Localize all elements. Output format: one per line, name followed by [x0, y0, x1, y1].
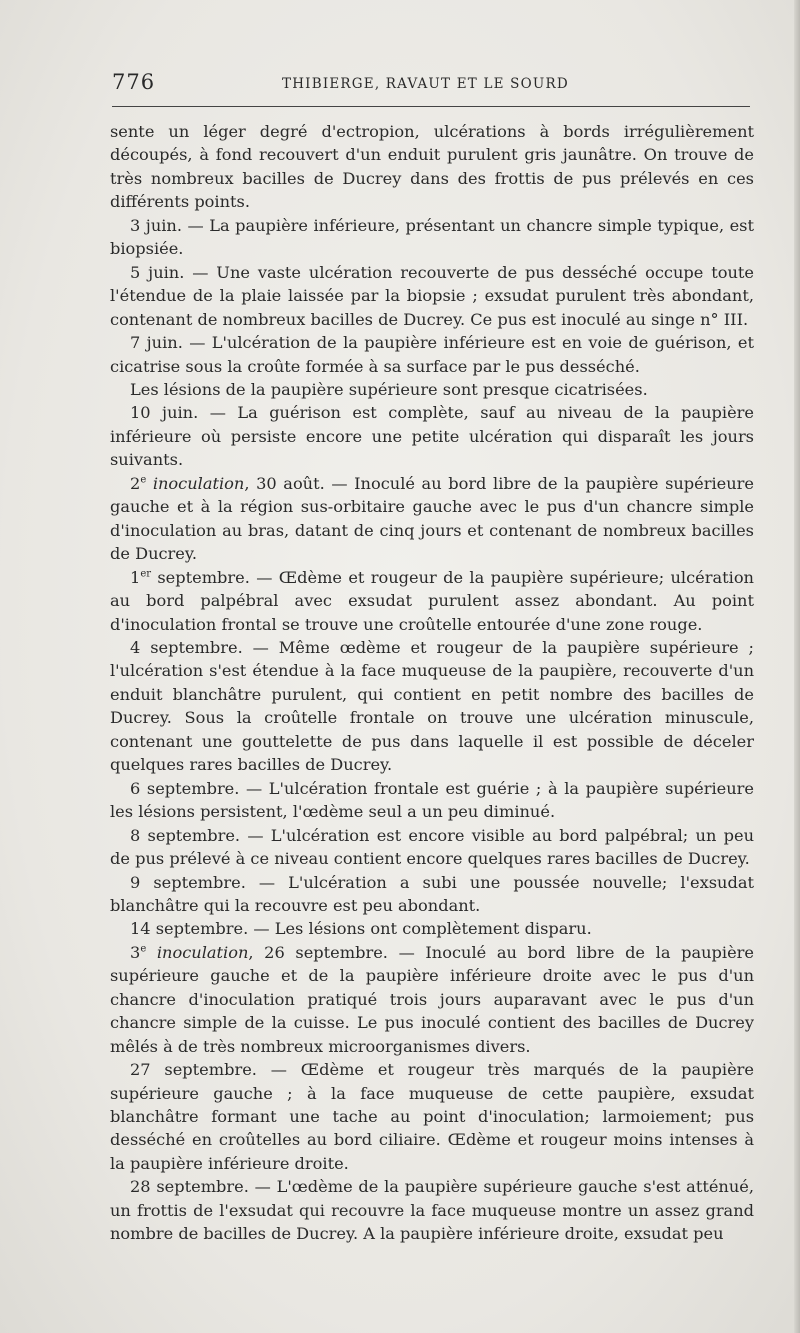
paragraph: 9 septembre. — L'ulcération a subi une poussée nouvelle; l'exsudat blanchâtre qui la recouvre est peu abondant. [110, 872, 754, 915]
running-title: THIBIERGE, RAVAUT ET LE SOURD [282, 76, 569, 92]
paragraph: 5 juin. — Une vaste ulcération recouverte de pus desséché occupe toute l'étendue de la plaie laissée par la biopsie ; exsudat purulent très abondant, contenant de nombreux bacilles de Ducrey. Ce pus est inoculé au singe n° III. [110, 262, 754, 329]
paragraph: 10 juin. — La guérison est complète, sauf au niveau de la paupière inférieure où persiste encore une petite ulcération qui disparaît les jours suivants. [110, 403, 754, 470]
paragraph: 8 septembre. — L'ulcération est encore visible au bord palpébral; un peu de pus prélevé à ce niveau contient encore quelques rares bacilles de Ducrey. [110, 825, 754, 869]
paragraph: 4 septembre. — Même œdème et rougeur de la paupière supérieure ; l'ulcération s'est étendue à la face muqueuse de la paupière, recouverte d'un enduit blanchâtre purulent, qui contient en petit nombre des bacilles de Ducrey. Sous la croûtelle frontale on trouve une ulcération minuscule, contenant une gouttelette de pus dans laquelle il est possible de déceler quelques rares bacilles de Ducrey. [110, 637, 754, 775]
page-edge-shadow [794, 0, 800, 1333]
paragraph: sente un léger degré d'ectropion, ulcérations à bords irrégulièrement découpés, à fond recouvert d'un enduit purulent gris jaunâtre. On trouve de très nombreux bacilles de Ducrey dans des frottis de pus prélevés en ces différents points. [110, 122, 754, 212]
paragraph: 14 septembre. — Les lésions ont complètement disparu. [130, 919, 592, 939]
body-text [110, 120, 754, 1246]
paragraph: 2e inoculation, 30 août. — Inoculé au bord libre de la paupière supérieure gauche et à la région sus-orbitaire gauche avec le pus d'un chancre simple d'inoculation au bras, datant de cinq jours et contenant de nombreux bacilles de Ducrey. [110, 473, 754, 564]
paragraph: 6 septembre. — L'ulcération frontale est guérie ; à la paupière supérieure les lésions persistent, l'œdème seul a un peu diminué. [110, 778, 754, 822]
paragraph: 7 juin. — L'ulcération de la paupière inférieure est en voie de guérison, et cicatrise sous la croûte formée à sa surface par le pus desséché. [110, 333, 754, 376]
paragraph: 1er septembre. — Œdème et rougeur de la paupière supérieure; ulcération au bord palpébral avec exsudat purulent assez abondant. Au point d'inoculation frontal se trouve une croûtelle entourée d'une zone rouge. [110, 567, 754, 634]
paragraph: 28 septembre. — L'œdème de la paupière supérieure gauche s'est atténué, un frottis de l'exsudat qui recouvre la face muqueuse montre un assez grand nombre de bacilles de Ducrey. A la paupière inférieure droite, exsudat peu [110, 1177, 754, 1244]
header-rule [112, 106, 750, 107]
paragraph: 27 septembre. — Œdème et rougeur très marqués de la paupière supérieure gauche ; à la face muqueuse de cette paupière, exsudat blanchâtre formant une tache au point d'inoculation; larmoiement; pus desséché en croûtelles au bord ciliaire. Œdème et rougeur moins intenses à la paupière inférieure droite. [110, 1060, 754, 1173]
paragraph: Les lésions de la paupière supérieure sont presque cicatrisées. [130, 379, 648, 399]
paragraph: 3e inoculation, 26 septembre. — Inoculé au bord libre de la paupière supérieure gauche et de la paupière inférieure droite avec le pus d'un chancre d'inoculation pratiqué trois jours auparavant avec le pus d'un chancre simple de la cuisse. Le pus inoculé contient des bacilles de Ducrey mêlés à de très nombreux microorganismes divers. [110, 942, 754, 1056]
paragraph: 3 juin. — La paupière inférieure, présentant un chancre simple typique, est biopsiée. [110, 215, 754, 259]
page-header [112, 70, 752, 98]
page-number: 776 [112, 70, 156, 94]
